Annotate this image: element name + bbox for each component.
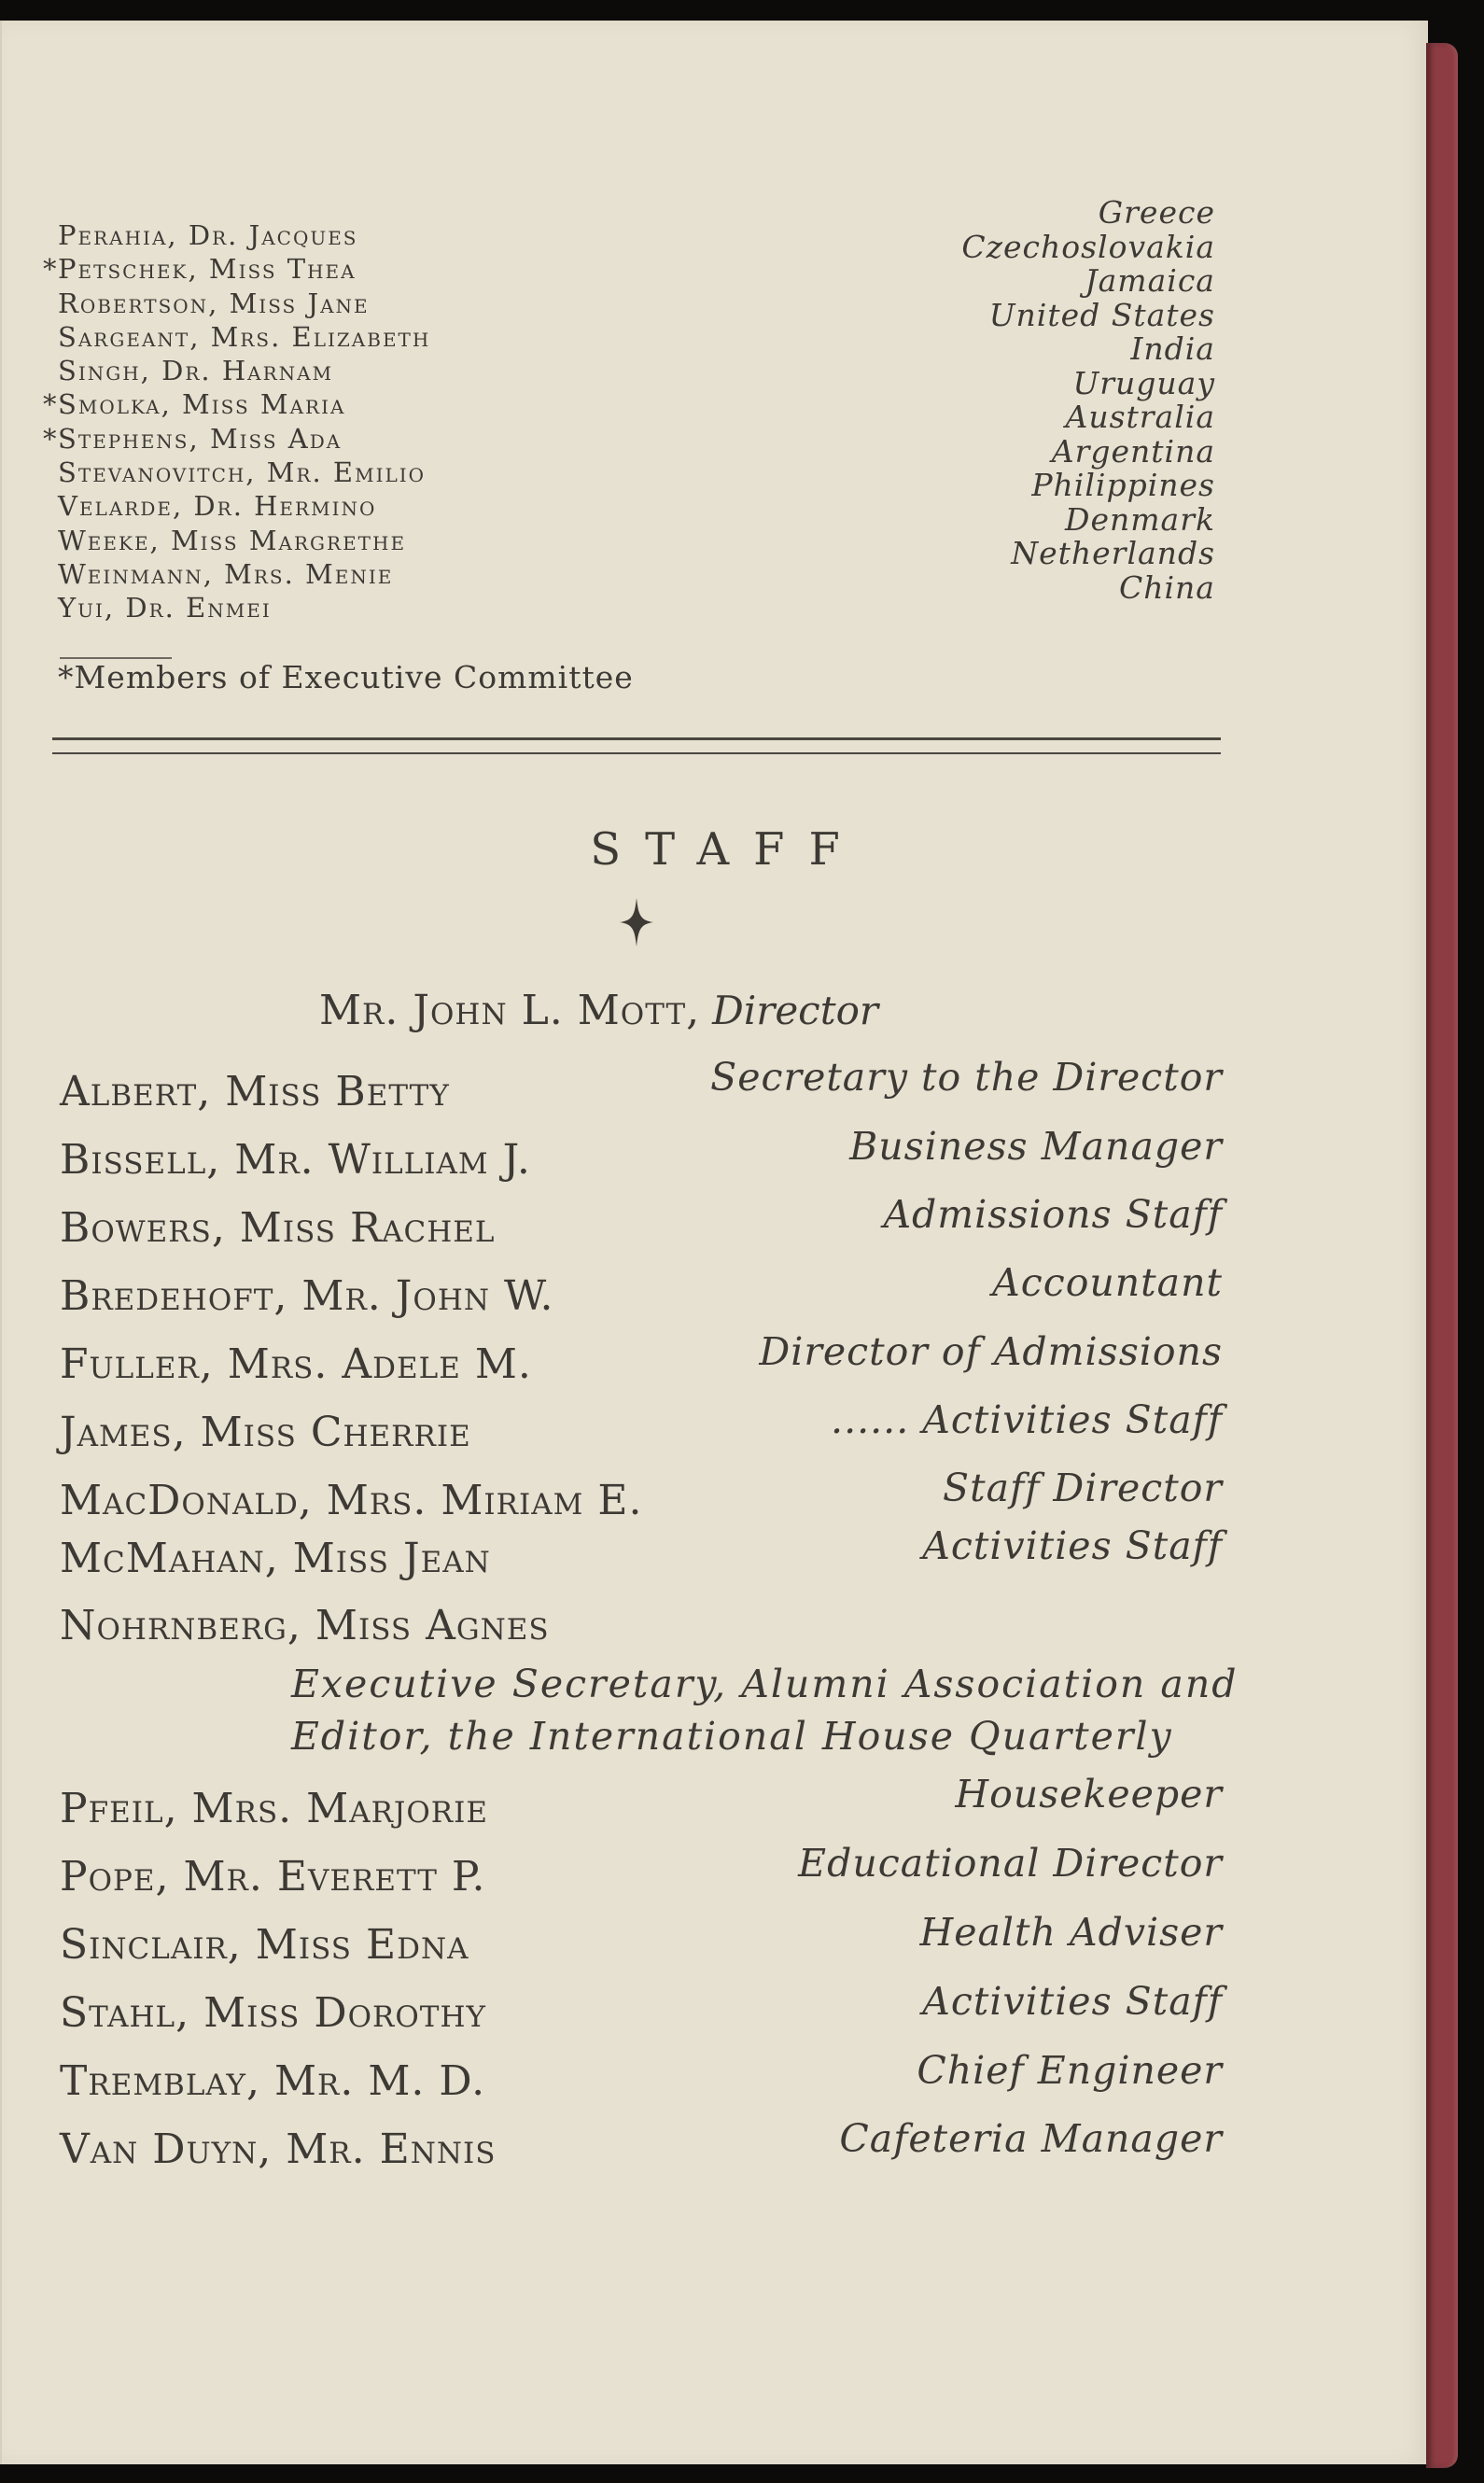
director-name: Mr. John L. Mott (319, 987, 687, 1034)
member-name: Weeke, Miss Margrethe (58, 524, 407, 556)
member-country: Uruguay (1072, 364, 1215, 401)
member-country: India (1130, 330, 1215, 367)
staff-role: Health Adviser (919, 1910, 1223, 1955)
member-row (58, 557, 711, 591)
staff-role: Chief Engineer (917, 2048, 1223, 2093)
staff-role: Activities Staff (922, 1523, 1223, 1568)
member-country: China (1119, 568, 1215, 606)
staff-name: Sinclair, Miss Edna (60, 1921, 469, 1969)
staff-role: Cafeteria Manager (839, 2116, 1223, 2161)
member-country: Greece (1098, 194, 1215, 231)
staff-role: Housekeeper (955, 1772, 1223, 1817)
staff-name: Fuller, Mrs. Adele M. (60, 1340, 532, 1388)
member-name: Stevanovitch, Mr. Emilio (58, 456, 427, 489)
member-row (58, 456, 711, 489)
member-name: Velarde, Dr. Hermino (58, 490, 377, 523)
member-row (43, 422, 711, 456)
member-name: Sargeant, Mrs. Elizabeth (58, 320, 431, 353)
nohrnberg-role-line: Executive Secretary, Alumni Association and (291, 1662, 1239, 1706)
staff-name: Pfeil, Mrs. Marjorie (60, 1785, 488, 1832)
staff-role: Accountant (992, 1260, 1223, 1305)
member-country: Jamaica (1085, 262, 1215, 299)
committee-star: * (43, 253, 59, 286)
member-row (58, 591, 711, 624)
member-country: Philippines (1031, 467, 1215, 503)
member-name: Perahia, Dr. Jacques (58, 219, 358, 251)
staff-name: MacDonald, Mrs. Miriam E. (60, 1477, 643, 1524)
committee-star: * (43, 388, 59, 421)
member-row (43, 252, 711, 286)
staff-role: ...... Activities Staff (831, 1397, 1223, 1442)
document-page (0, 21, 1428, 2464)
member-name: Petschek, Miss Thea (58, 253, 357, 286)
member-row (43, 387, 711, 421)
members-country-list (898, 196, 1215, 605)
director-title: Director (712, 988, 878, 1033)
member-country: Denmark (1065, 500, 1215, 538)
staff-name: Bissell, Mr. William J. (60, 1136, 531, 1184)
staff-name: Stahl, Miss Dorothy (60, 1989, 486, 2037)
member-row (58, 218, 711, 252)
committee-footnote: *Members of Executive Committee (58, 659, 634, 695)
member-row (58, 524, 711, 557)
members-name-list (43, 218, 711, 625)
staff-name: James, Miss Cherrie (60, 1409, 471, 1456)
staff-name: Bowers, Miss Rachel (60, 1204, 496, 1252)
staff-name: Albert, Miss Betty (60, 1068, 450, 1115)
member-name: Stephens, Miss Ada (58, 422, 343, 455)
nohrnberg-role-line: Editor, the International House Quarterly (291, 1714, 1173, 1759)
staff-role: Staff Director (943, 1466, 1223, 1510)
staff-heading: STAFF (590, 823, 864, 876)
staff-role: Secretary to the Director (710, 1055, 1223, 1100)
staff-name: Pope, Mr. Everett P. (60, 1853, 486, 1901)
staff-role: Educational Director (798, 1841, 1223, 1886)
staff-role: Activities Staff (922, 1979, 1223, 2024)
member-name: Singh, Dr. Harnam (58, 355, 334, 387)
member-name: Weinmann, Mrs. Menie (58, 557, 394, 590)
member-name: Robertson, Miss Jane (58, 287, 370, 319)
four-point-star-ornament-icon (618, 896, 655, 948)
staff-name: Nohrnberg, Miss Agnes (60, 1602, 550, 1649)
book-cover-edge (1426, 43, 1458, 2468)
section-divider-bottom (52, 752, 1221, 754)
member-country: Argentina (1051, 432, 1215, 470)
member-row (58, 320, 711, 354)
member-name: Smolka, Miss Maria (58, 388, 346, 421)
section-divider-top (52, 737, 1221, 740)
member-country: Czechoslovakia (961, 228, 1215, 265)
staff-name: Van Duyn, Mr. Ennis (60, 2125, 497, 2173)
member-country: Australia (1065, 399, 1215, 435)
member-row (58, 489, 711, 523)
member-country: Netherlands (1011, 535, 1215, 571)
staff-role: Director of Admissions (759, 1329, 1223, 1374)
member-name: Yui, Dr. Enmei (58, 592, 272, 624)
member-row (58, 287, 711, 320)
staff-role: Business Manager (849, 1124, 1223, 1169)
director-line: Mr. John L. Mott, Director (319, 987, 878, 1034)
member-row (58, 354, 711, 387)
staff-name: Bredehoft, Mr. John W. (60, 1272, 554, 1320)
staff-name: McMahan, Miss Jean (60, 1535, 491, 1582)
staff-name: Tremblay, Mr. M. D. (60, 2057, 486, 2105)
member-country: United States (988, 296, 1215, 333)
staff-role: Admissions Staff (883, 1192, 1223, 1237)
committee-star: * (43, 422, 59, 455)
